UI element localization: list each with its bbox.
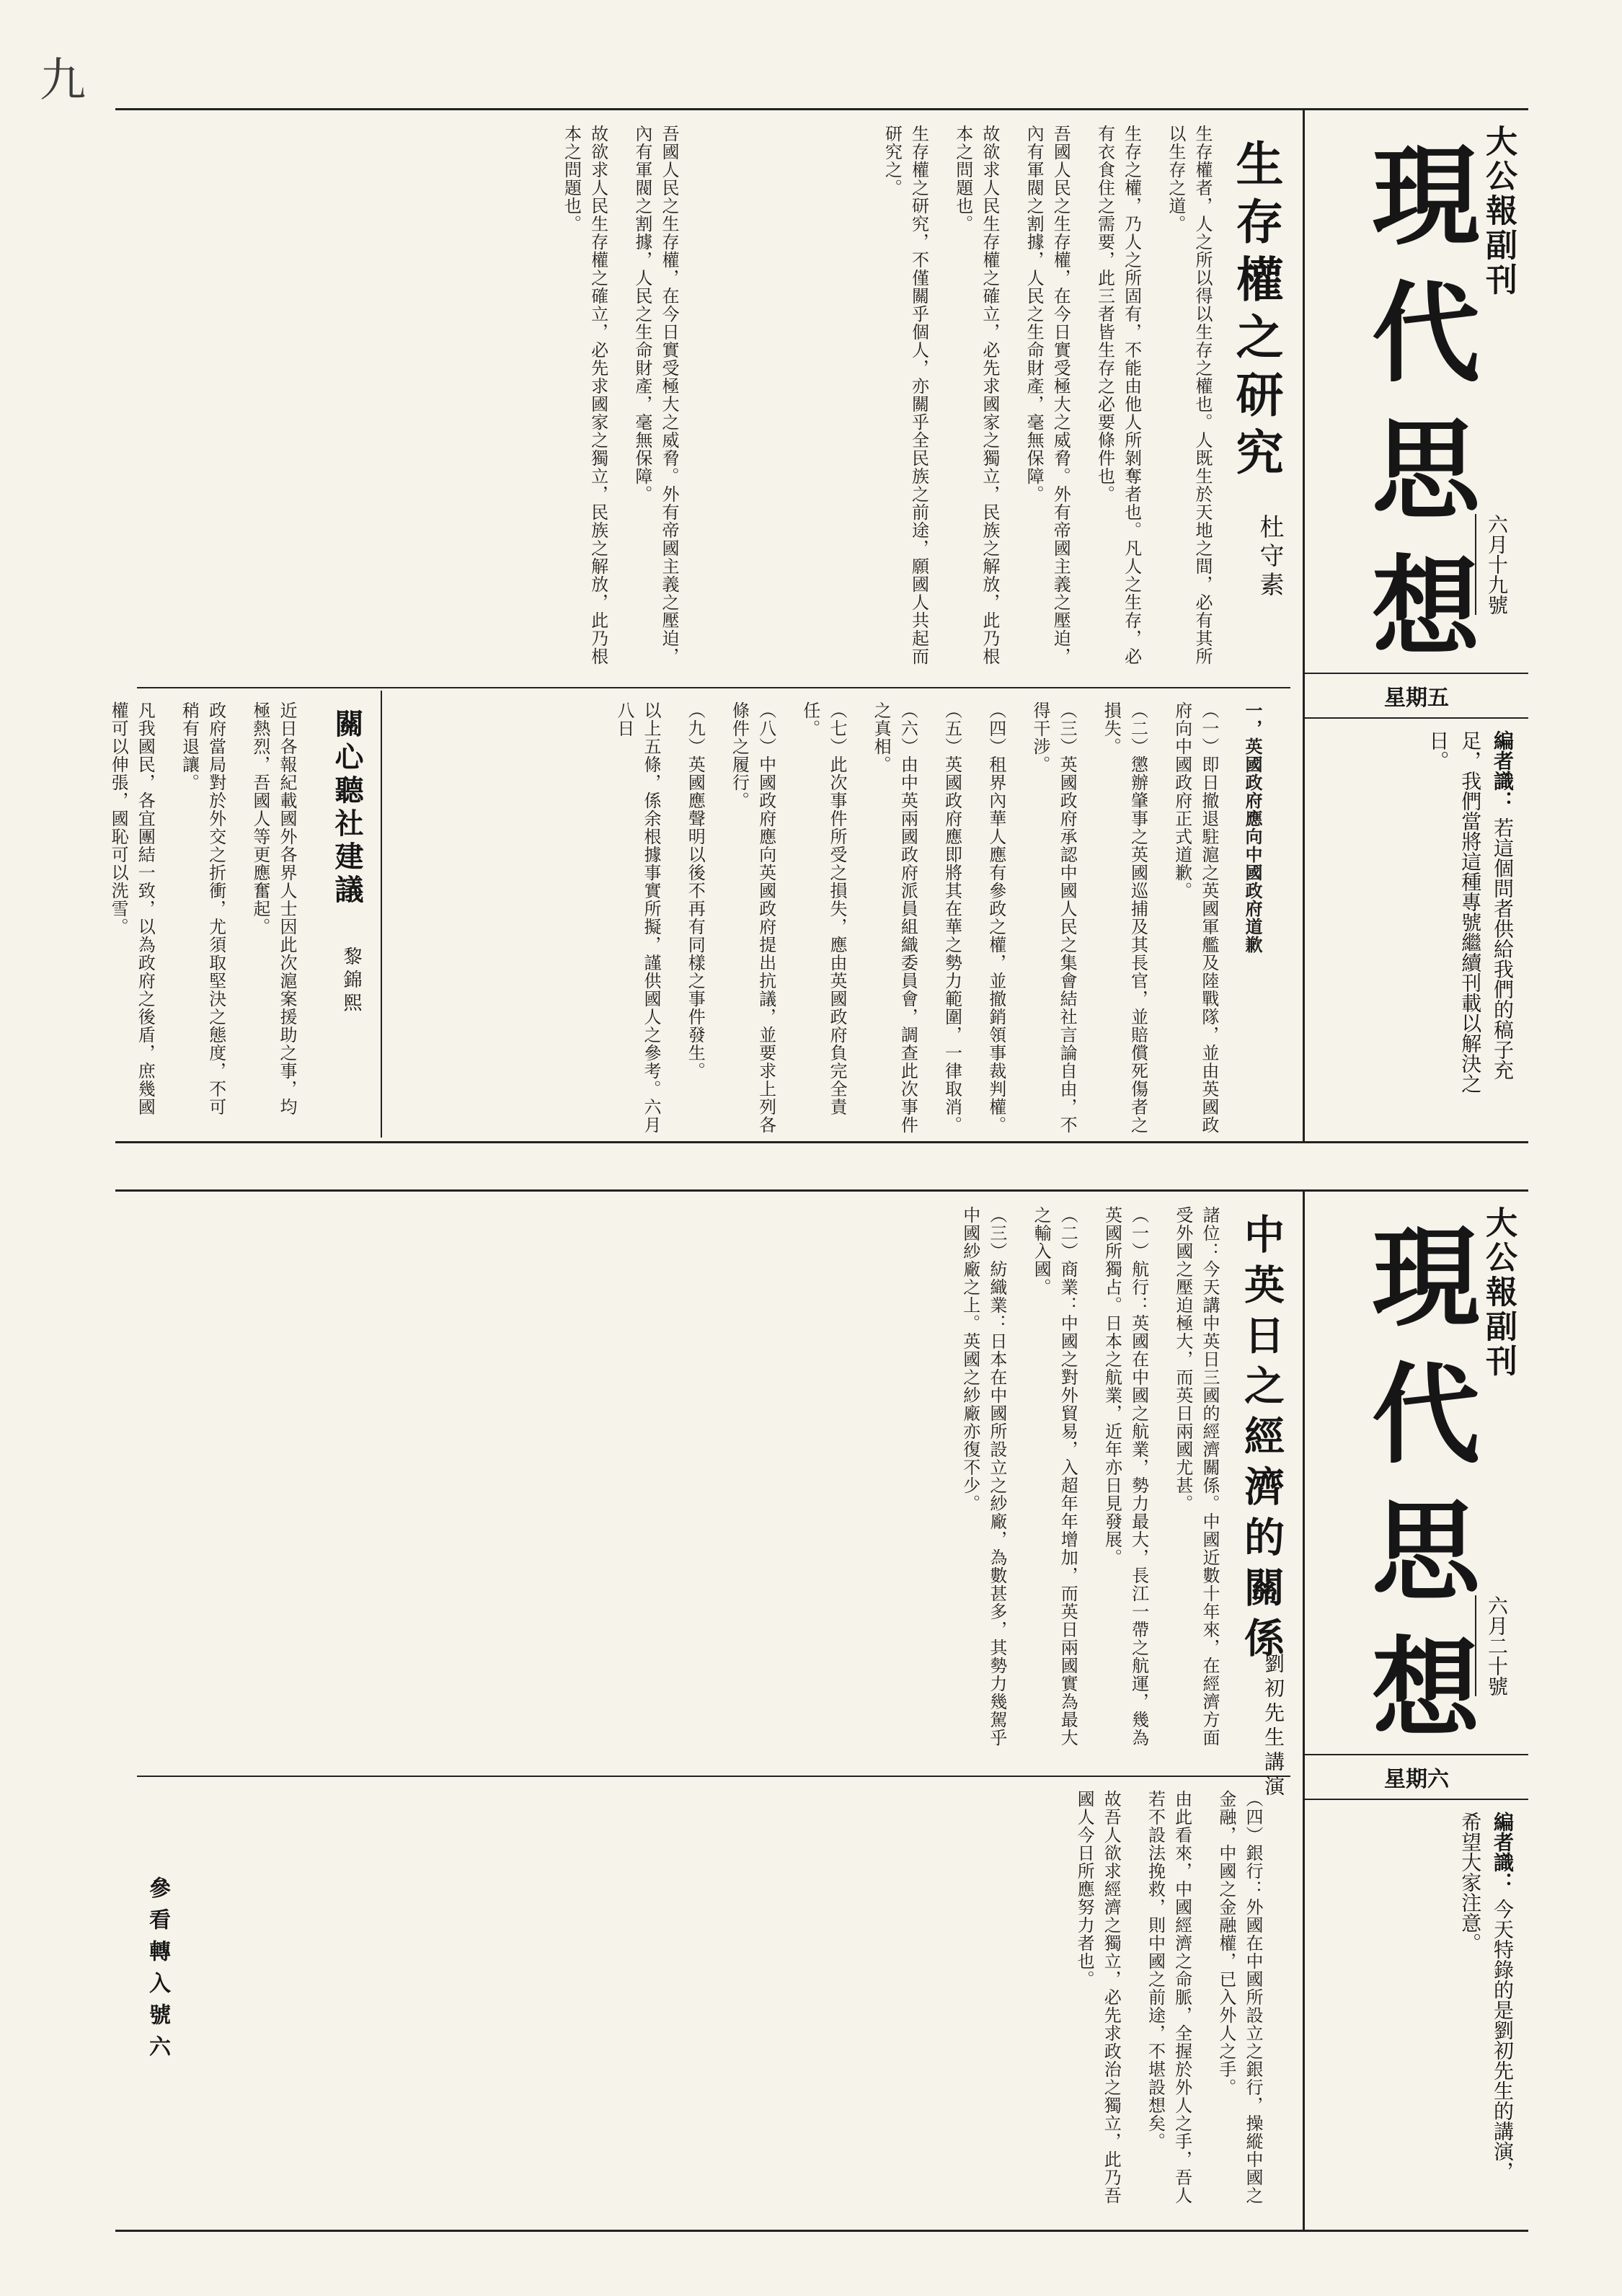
divider xyxy=(381,691,382,1138)
paragraph: 故欲求人民生存權之確立，必先求國家之獨立，民族之解放，此乃根本之問題也。 xyxy=(561,125,608,665)
editor-note xyxy=(1453,1812,1518,2186)
paragraph: （一）即日撤退駐滬之英國軍艦及陸戰隊，並由英國政府向中國政府正式道歉。 xyxy=(1171,701,1219,1134)
editor-note-body: 今天特錄的是劉初先生的講演，希望大家注意。 xyxy=(1458,1812,1515,2181)
paragraph: （四）銀行：外國在中國所設立之銀行，操縱中國之金融，中國之金融權，已入外人之手。 xyxy=(1215,1790,1263,2204)
article-title: 生存權之研究 xyxy=(1228,139,1284,485)
paragraph: 吾國人民之生存權，在今日實受極大之威脅。外有帝國主義之壓迫，內有軍閥之割據，人民之生命財產，毫無保障。 xyxy=(1024,125,1071,665)
period-label: 星期六 xyxy=(1305,1754,1528,1800)
issue-number: 六月二十號 xyxy=(1475,1595,1511,1696)
paragraph: （五）英國政府應即將其在華之勢力範圍，一律取消。 xyxy=(941,701,962,1134)
article-body xyxy=(396,701,1283,1134)
section-heading: 一，英國政府應向中國政府道歉 xyxy=(1242,701,1263,954)
paragraph: 以上五條，係余根據事實所擬，謹供國人之參考。六月八日 xyxy=(613,701,661,1134)
top-masthead xyxy=(1303,110,1528,1141)
editor-note-head: 編者識： xyxy=(1491,1812,1515,1892)
page-number: 九 xyxy=(40,54,86,107)
bottom-masthead xyxy=(1303,1192,1528,2230)
editor-note-head: 編者識： xyxy=(1491,730,1515,811)
article-author: 杜守素 xyxy=(1255,514,1284,600)
paragraph: 吾國人民之生存權，在今日實受極大之威脅。外有帝國主義之壓迫，內有軍閥之割據，人民之生命財產，毫無保障。 xyxy=(631,125,679,665)
paragraph: （二）商業：中國之對外貿易，入超年年增加，而英日兩國實為最大之輸入國。 xyxy=(1031,1206,1078,1747)
bottom-sheet xyxy=(115,1189,1528,2232)
masthead-title: 現代思想 xyxy=(1353,139,1480,687)
article-title: 關心聽社建議 xyxy=(330,709,364,908)
paragraph: （三）英國政府承認中國人民之集會結社言論自由，不得干涉。 xyxy=(1029,701,1078,1134)
article-body xyxy=(108,701,317,1120)
issue-number: 六月十九號 xyxy=(1475,514,1511,615)
article-body-continued xyxy=(151,125,699,673)
divider xyxy=(137,687,1290,688)
paragraph: 凡我國民，各宜團結一致，以為政府之後盾，庶幾國權可以伸張，國恥可以洗雪。 xyxy=(108,701,156,1116)
paragraph: （一）航行：英國在中國之航業，勢力最大，長江一帶之航運，幾為英國所獨占。日本之航業，近年亦日見發展。 xyxy=(1102,1206,1149,1747)
article-title: 中英日之經濟的關係 xyxy=(1238,1213,1285,1667)
paragraph: 近日各報紀載國外各界人士因此次滬案援助之事，均極熱烈，吾國人等更應奮起。 xyxy=(249,701,297,1116)
paragraph: （六）由中英兩國政府派員組織委員會，調查此次事件之真相。 xyxy=(871,701,918,1134)
paragraph: 生存權之研究，不僅關乎個人，亦關乎全民族之前途，願國人共起而研究之。 xyxy=(882,125,929,665)
article-author: 劉初先生講演 xyxy=(1262,1653,1285,1800)
article-body xyxy=(714,125,1233,673)
period-label: 星期五 xyxy=(1305,673,1528,719)
article-body-continued xyxy=(202,1790,1283,2208)
paragraph: （八）中國政府應向英國政府提出抗議，並要求上列各條件之履行。 xyxy=(729,701,776,1134)
divider xyxy=(137,1776,1290,1777)
top-sheet xyxy=(108,108,1528,1143)
editor-note-body: 若這個問者供給我們的稿子充足，我們當將這種專號繼續刊載以解決之日。 xyxy=(1426,730,1515,1094)
paragraph: （四）租界內華人應有參政之權，並撤銷領事裁判權。 xyxy=(985,701,1006,1134)
paragraph: 由此看來，中國經濟之命脈，全握於外人之手，吾人若不設法挽救，則中國之前途，不堪設想矣。 xyxy=(1145,1790,1192,2204)
article-body xyxy=(144,1206,1240,1761)
paper-label: 大公報副刊 xyxy=(1480,1206,1517,1379)
paragraph: 政府當局對於外交之折衝，尤須取堅決之態度，不可稍有退讓。 xyxy=(179,701,226,1116)
masthead-title: 現代思想 xyxy=(1353,1220,1480,1768)
editor-note xyxy=(1422,730,1518,1105)
paragraph: 生存權者，人之所以得以生存之權也。人既生於天地之間，必有其所以生存之道。 xyxy=(1165,125,1213,665)
paragraph: 諸位：今天講中英日三國的經濟關係。中國近數十年來，在經濟方面受外國之壓迫極大，而英日兩國尤甚。 xyxy=(1172,1206,1220,1747)
continuation-note: 參看轉入號六 xyxy=(145,1876,170,2067)
paragraph: （二）懲辦肇事之英國巡捕及其長官，並賠償死傷者之損失。 xyxy=(1101,701,1148,1134)
paragraph: （三）紡織業：日本在中國所設立之紗廠，為數甚多，其勢力幾駕乎中國紗廠之上。英國之紗廠亦復不少。 xyxy=(960,1206,1007,1747)
article-author: 黎錦熙 xyxy=(340,947,362,1016)
paragraph: （七）此次事件所受之損失，應由英國政府負完全責任。 xyxy=(799,701,847,1116)
paper-label: 大公報副刊 xyxy=(1480,125,1517,298)
paragraph: （九）英國應聲明以後不再有同樣之事件發生。 xyxy=(685,701,706,1080)
paragraph: 故吾人欲求經濟之獨立，必先求政治之獨立，此乃吾國人今日所應努力者也。 xyxy=(1074,1790,1122,2204)
paragraph: 故欲求人民生存權之確立，必先求國家之獨立，民族之解放，此乃根本之問題也。 xyxy=(952,125,1000,665)
paragraph: 生存之權，乃人之所固有，不能由他人所剝奪者也。凡人之生存，必有衣食住之需要，此三者皆生存之必要條件也。 xyxy=(1094,125,1142,665)
